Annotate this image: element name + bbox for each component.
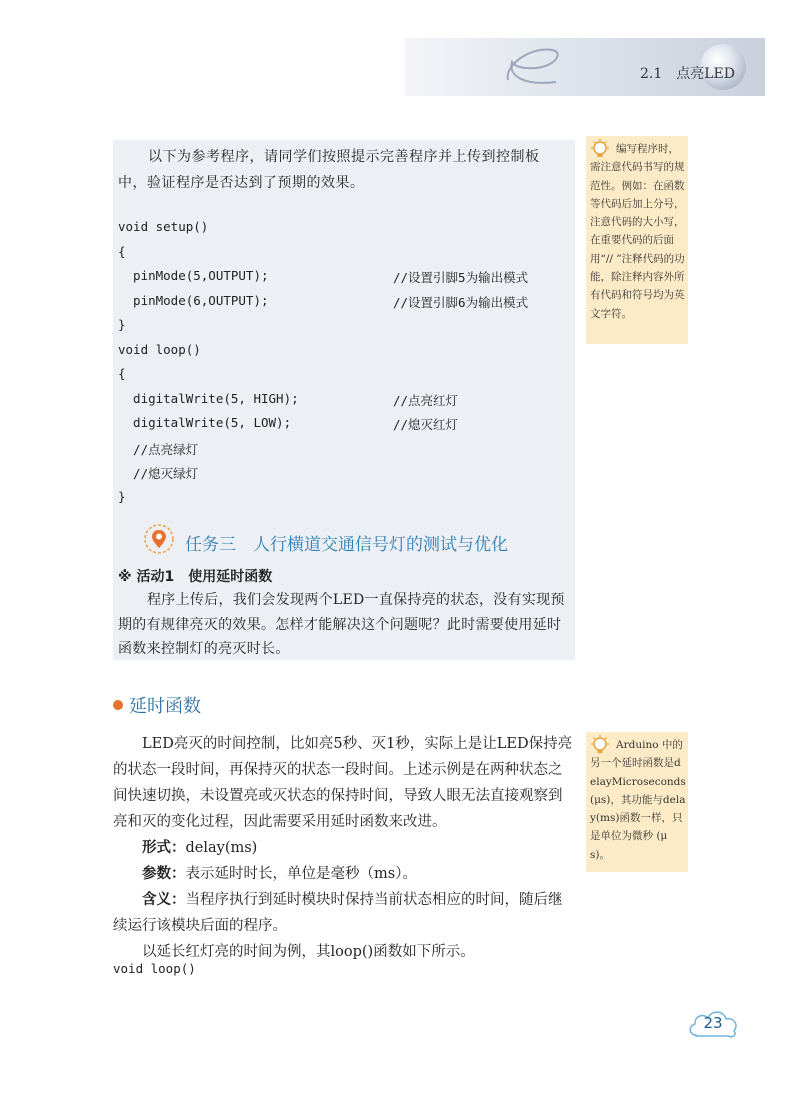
code-line: digitalWrite(5, LOW); [118,415,292,430]
e-swoosh-icon [500,36,570,98]
body-text [113,731,575,965]
code-line: void setup() [118,219,209,234]
code-line: digitalWrite(5, HIGH); [118,391,299,406]
activity-title: ※ 活动1 使用延时函数 [118,569,273,585]
code-line: { [118,244,126,259]
form-label: 形式： [142,839,186,856]
code-comment: //点亮红灯 [393,393,459,408]
code-line: void loop() [118,342,201,357]
example-line: 以延长红灯亮的时间为例，其loop()函数如下所示。 [142,944,475,960]
tip-note-delay [586,732,688,872]
meaning-line [113,887,575,939]
section-bullet [113,700,123,710]
code-line: } [118,489,126,504]
code-line: //熄灭绿灯 [118,466,199,481]
code-line: void loop() [113,961,196,976]
activity-paragraph [118,588,573,662]
intro-line-1: 以下为参考程序，请同学们按照提示完善程序并上传到控制板 [148,149,540,165]
tip-note-text: Arduino 中的另一个延时函数是delayMicroseconds (μs)，其功能与delay(ms)函数一样，只是单位为微秒 (μs)。 [590,739,686,861]
intro-line-2: 中，验证程序是否达到了预期的效果。 [118,175,365,191]
page-number: 23 [703,1014,723,1032]
code-line: pinMode(6,OUTPUT); [118,293,269,308]
section-title: 延时函数 [129,696,201,717]
body-paragraph: LED亮灭的时间控制，比如亮5秒、灭1秒，实际上是让LED保持亮的状态一段时间，再保持灭的状态一段时间。上述示例是在两种状态之间快速切换，未设置亮或灭状态的保持时间，导致人眼无法直接观察到亮和灭的变化过程，因此需要采用延时函数来改进。 [113,736,573,830]
param-value: 表示延时时长，单位是毫秒（ms）。 [185,866,417,882]
form-line [113,835,575,861]
location-pin-icon [143,523,175,555]
code-comment: //熄灭红灯 [393,417,459,432]
code-line: { [118,366,126,381]
param-label: 参数： [142,865,186,882]
activity-paragraph-text: 程序上传后，我们会发现两个LED一直保持亮的状态，没有实现预期的有规律亮灭的效果。怎样才能解决这个问题呢？此时需要使用延时函数来控制灯的亮灭时长。 [118,592,565,657]
task-title: 任务三 人行横道交通信号灯的测试与优化 [185,535,508,555]
param-line [113,861,575,887]
code-line: //点亮绿灯 [118,442,199,457]
chapter-section-title: 2.1 点亮LED [640,66,736,82]
tip-note-coding [586,136,688,344]
code-line: } [118,317,126,332]
tip-note-text: 编写程序时，需注意代码书写的规范性。例如：在函数等代码后加上分号，注意代码的大小写，在重要代码的后面用“// ”注释代码的功能，除注释内容外所有代码和符号均为英文字符。 [590,143,685,320]
code-line: pinMode(5,OUTPUT); [118,268,269,283]
code-comment: //设置引脚6为输出模式 [393,295,529,310]
form-value: delay(ms) [185,840,258,856]
meaning-value: 当程序执行到延时模块时保持当前状态相应的时间，随后继续运行该模块后面的程序。 [113,892,563,934]
code-comment: //设置引脚5为输出模式 [393,270,529,285]
intro-text [118,144,573,196]
meaning-label: 含义： [142,891,186,908]
